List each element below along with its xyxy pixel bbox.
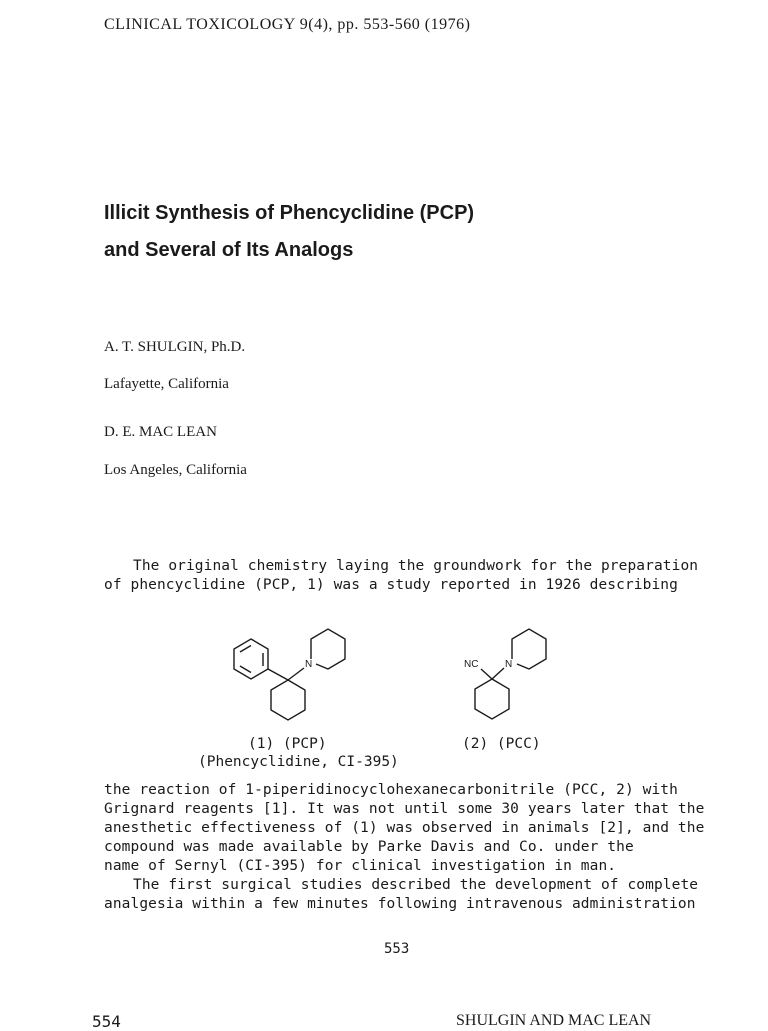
nitrile-label: NC: [464, 659, 479, 670]
pcp-structure-diagram: [228, 622, 358, 732]
paragraph-line-1: the reaction of 1-piperidinocyclohexanecarbonitrile (PCC, 2) with: [104, 782, 678, 798]
paragraph-line-5: name of Sernyl (CI-395) for clinical investigation in man.: [104, 858, 617, 874]
next-page-running-head: SHULGIN AND MAC LEAN: [456, 1012, 652, 1029]
cyclohexane-ring: [271, 680, 305, 720]
intro-line-2: of phencyclidine (PCP, 1) was a study reported in 1926 describing: [104, 577, 678, 593]
piperidine-ring: [311, 629, 345, 669]
page-number: 553: [384, 941, 410, 957]
pcp-caption: (1) (PCP): [248, 736, 327, 752]
cyclohexane-ring: [475, 679, 509, 719]
article-title-line-2: and Several of Its Analogs: [104, 239, 354, 261]
intro-line-1: The original chemistry laying the groundwork for the preparation: [133, 558, 699, 574]
pcp-caption-subtitle: (Phencyclidine, CI-395): [198, 754, 399, 770]
paragraph-line-7: analgesia within a few minutes following intravenous administration: [104, 896, 696, 912]
nitrogen-label: N: [305, 659, 313, 670]
author-location-2: Los Angeles, California: [104, 462, 247, 478]
author-name-2: D. E. MAC LEAN: [104, 424, 217, 440]
author-location-1: Lafayette, California: [104, 376, 229, 392]
paragraph-line-3: anesthetic effectiveness of (1) was observed in animals [2], and the: [104, 820, 705, 836]
nitrogen-label: N: [505, 659, 513, 670]
next-page-number: 554: [92, 1012, 121, 1031]
piperidine-ring: [512, 629, 546, 669]
paragraph-line-6: The first surgical studies described the development of complete: [133, 877, 699, 893]
pcc-structure-diagram: [462, 622, 557, 732]
journal-citation: CLINICAL TOXICOLOGY 9(4), pp. 553-560 (1976): [104, 16, 471, 33]
article-title-line-1: Illicit Synthesis of Phencyclidine (PCP): [104, 202, 475, 224]
paragraph-line-4: compound was made available by Parke Davis and Co. under the: [104, 839, 634, 855]
paragraph-line-2: Grignard reagents [1]. It was not until some 30 years later that the: [104, 801, 705, 817]
author-name-1: A. T. SHULGIN, Ph.D.: [104, 339, 246, 355]
pcc-caption: (2) (PCC): [462, 736, 541, 752]
